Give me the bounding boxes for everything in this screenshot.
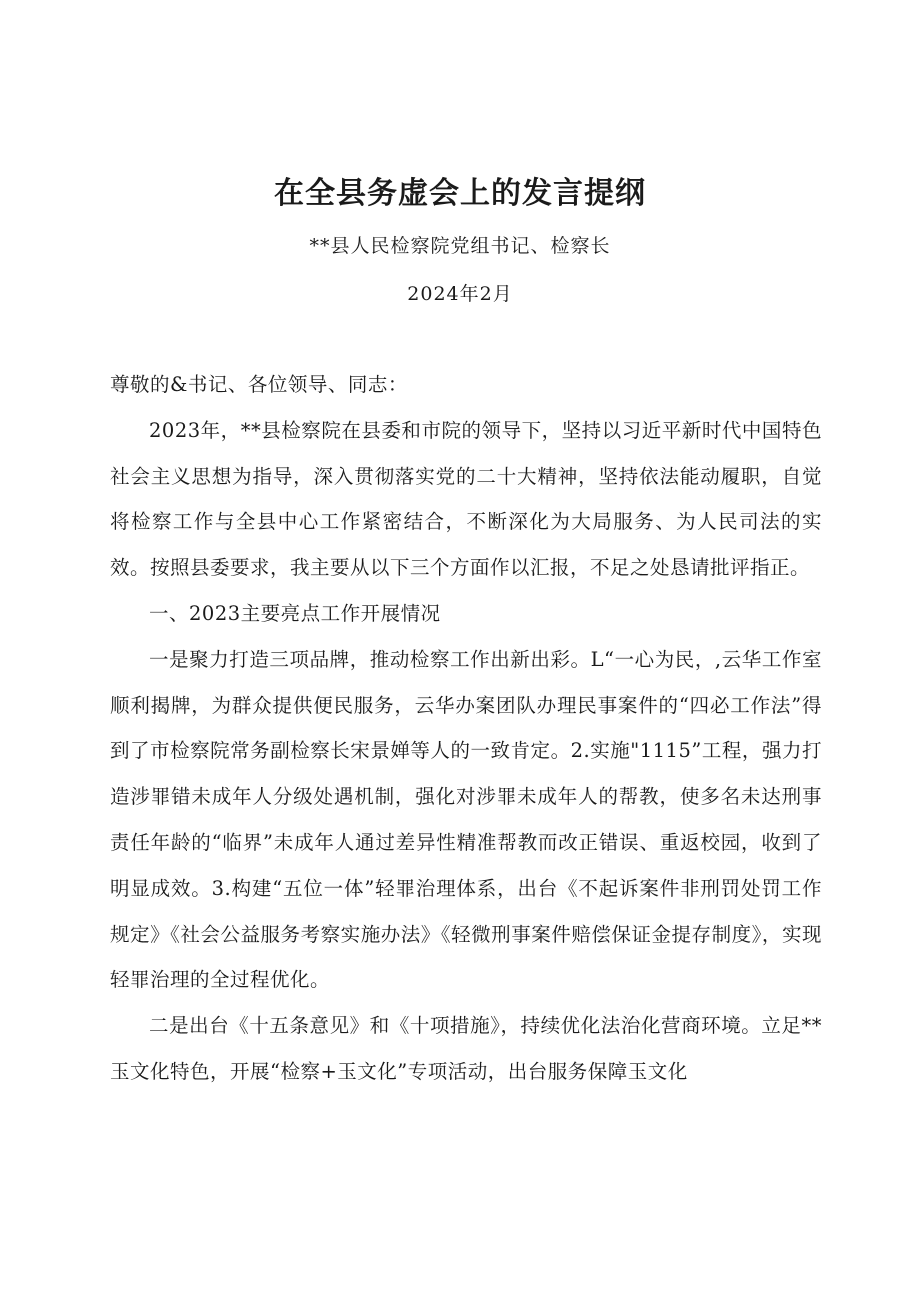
salutation: 尊敬的&书记、各位领导、同志：: [110, 373, 408, 396]
paragraph-business-environment: 二是出台《十五条意见》和《十项措施》，持续优化法治化营商环境。立足**玉文化特色，开展“检察+玉文化”专项活动，出台服务保障玉文化: [110, 1014, 822, 1083]
document-date: 2024年2月: [407, 283, 513, 305]
paragraph-intro: 2023年，**县检察院在县委和市院的领导下，坚持以习近平新时代中国特色社会主义思想为指导，深入贯彻落实党的二十大精神，坚持依法能动履职，自觉将检察工作与全县中心工作紧密结合，不断深化为大局服务、为人民司法的实效。按照县委要求，我主要从以下三个方面作以汇报，不足之处恳请批评指正。: [110, 418, 822, 580]
section-heading: 一、2023主要亮点工作开展情况: [149, 601, 441, 625]
document-body: [110, 362, 822, 1095]
paragraph-brands: 一是聚力打造三项品牌，推动检察工作出新出彩。L“一心为民，,云华工作室顺利揭牌，为群众提供便民服务，云华办案团队办理民事案件的“四必工作法”得到了市检察院常务副检察长宋景婵等人的一致肯定。2.实施"1115”工程，强力打造涉罪错未成年人分级处遇机制，强化对涉罪未成年人的帮教，使多名未达刑事责任年龄的“临界”未成年人通过差异性精准帮教而改正错误、重返校园，收到了明显成效。3.构建“五位一体”轻罪治理体系，出台《不起诉案件非刑罚处罚工作规定》《社会公益服务考察实施办法》《轻微刑事案件赔偿保证金提存制度》，实现轻罪治理的全过程优化。: [110, 647, 822, 992]
document-title: 在全县务虚会上的发言提纲: [274, 176, 646, 211]
document-author: **县人民检察院党组书记、检察长: [309, 235, 611, 257]
